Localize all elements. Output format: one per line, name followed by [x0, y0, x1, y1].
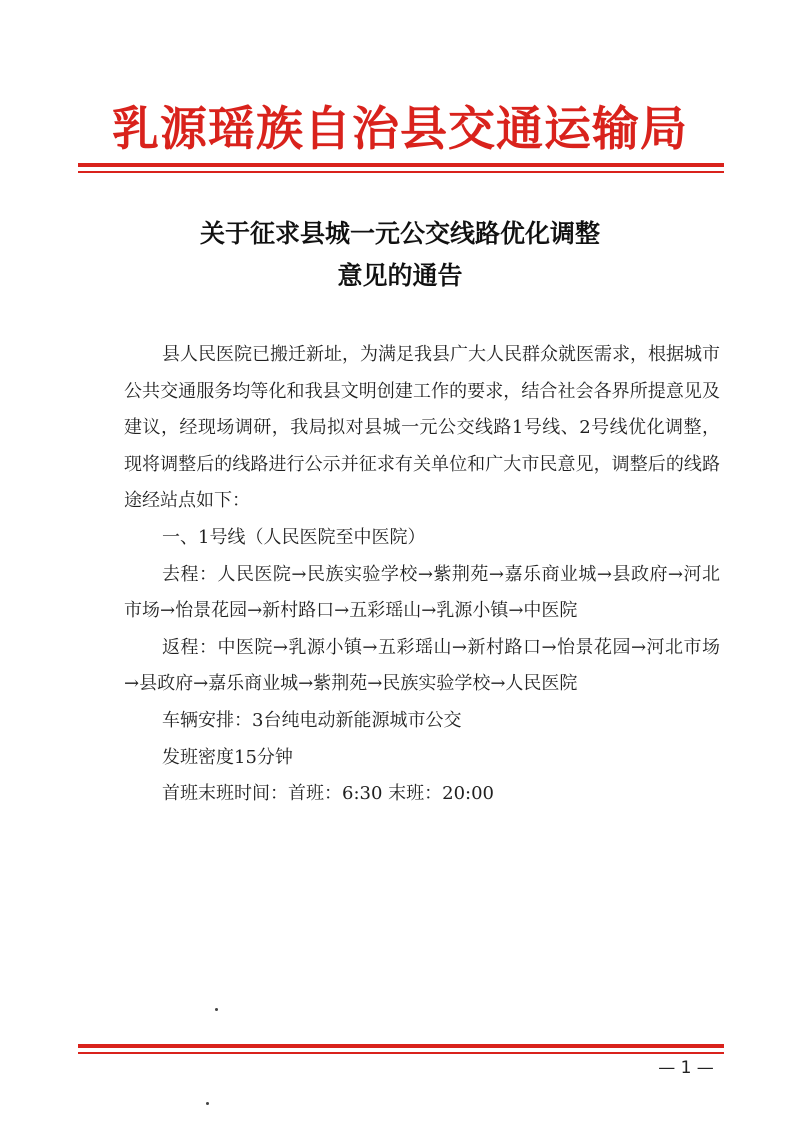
outbound-route: 去程：人民医院→民族实验学校→紫荆苑→嘉乐商业城→县政府→河北市场→怡景花园→新村路口→五彩瑶山→乳源小镇→中医院 [124, 563, 720, 622]
page-number: — 1 — [658, 1058, 714, 1078]
intro-paragraph: 县人民医院已搬迁新址，为满足我县广大人民群众就医需求，根据城市公共交通服务均等化和我县文明创建工作的要求，结合社会各界所提意见及建议，经现场调研，我局拟对县城一元公交线路1号线、2号线优化调整，现将调整后的线路进行公示并征求有关单位和广大市民意见，调整后的线路途经站点如下： [124, 344, 720, 512]
section-heading: 一、1号线（人民医院至中医院） [162, 526, 426, 548]
scan-speck [215, 1008, 218, 1011]
departure-frequency: 发班密度15分钟 [162, 746, 293, 768]
document-title-line-1: 关于征求县城一元公交线路优化调整 [199, 219, 600, 248]
header-rule-thin [78, 171, 724, 173]
document-title-line-2: 意见的通告 [337, 261, 463, 290]
vehicle-arrangement: 车辆安排：3台纯电动新能源城市公交 [162, 709, 462, 731]
footer-rule-thin [78, 1052, 724, 1054]
footer-rule-thick [78, 1044, 724, 1048]
service-hours: 首班末班时间：首班：6:30 末班：20:00 [162, 783, 495, 805]
issuer-header: 乳源瑶族自治县交通运输局 [112, 102, 688, 157]
header-rule-thick [78, 163, 724, 167]
return-route: 返程：中医院→乳源小镇→五彩瑶山→新村路口→怡景花园→河北市场→县政府→嘉乐商业城→紫荆苑→民族实验学校→人民医院 [124, 636, 720, 695]
document-body [124, 337, 720, 813]
scan-speck [206, 1102, 209, 1105]
